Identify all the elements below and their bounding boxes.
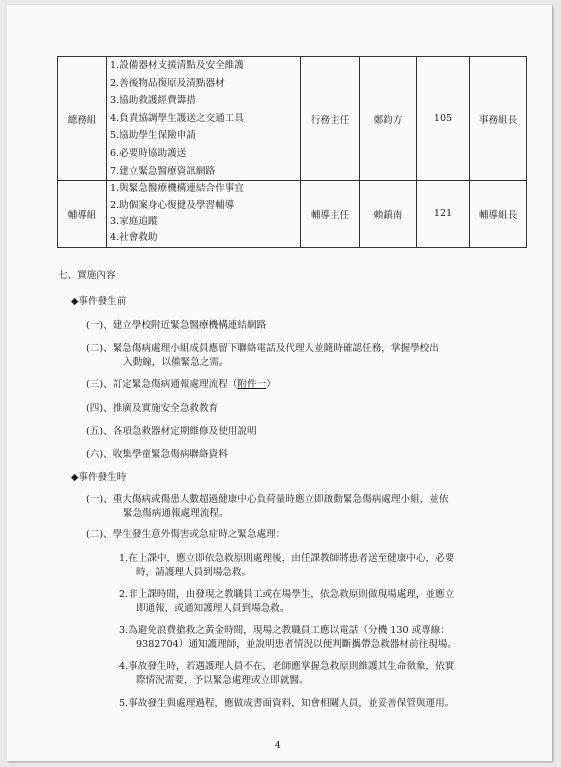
page-number: 4 xyxy=(275,741,281,751)
step-3: 3.為避免浪費搶救之黃金時間，現場之教職員工應以電話（分機 130 或專線： xyxy=(119,625,450,636)
duty-table xyxy=(57,56,527,248)
task-line: 1.與緊急醫療機構連結合作事宜 xyxy=(110,183,244,195)
step-4-cont: 際情況需要，予以緊急處理或立即就醫。 xyxy=(136,675,309,686)
role-cell: 行務主任 xyxy=(301,57,360,181)
position-cell: 輔導組長 xyxy=(470,181,527,248)
step-2-cont: 即通報，或通知護理人員到場急救。 xyxy=(136,603,290,614)
group-cell: 輔導組 xyxy=(58,181,107,248)
task-line: 5.協助學生保險申請 xyxy=(110,130,196,142)
extension-cell: 105 xyxy=(417,57,470,181)
before-item-5: (五)、各項急救器材定期維修及使用說明 xyxy=(86,426,257,437)
task-line: 2.善後物品復原及清點器材 xyxy=(110,77,225,89)
name-cell: 鄭鈞方 xyxy=(360,57,417,181)
before-item-3: (三)、訂定緊急傷病通報處理流程（附件一） xyxy=(86,379,276,390)
during-item-2: (二)、學生發生意外傷害或急症時之緊急處理： xyxy=(86,529,286,540)
step-2: 2.非上課時間，由發現之教職員工或在場學生，依急救原則做現場處理，並應立 xyxy=(119,589,455,600)
position-cell: 事務組長 xyxy=(470,57,527,181)
before-item-2-cont: 入動線，以備緊急之需。 xyxy=(123,357,229,368)
task-line: 3.協助救護經費籌措 xyxy=(110,95,196,107)
role-cell: 輔導主任 xyxy=(301,181,360,248)
before-title: ◆事件發生前 xyxy=(71,296,127,307)
table-row xyxy=(58,181,527,248)
step-1-cont: 時，請護理人員到場急救。 xyxy=(136,567,252,578)
step-1: 1.在上課中，應立即依急救原則處理後，由任課教師將患者送至健康中心，必要 xyxy=(119,553,455,564)
section-heading: 七、實施內容 xyxy=(58,270,116,281)
during-item-1-cont: 緊急傷病通報處理流程。 xyxy=(123,508,229,519)
document-page xyxy=(7,5,552,761)
step-4: 4.事故發生時，若遇護理人員不在，老師應掌握急救原則維護其生命徵象，依實 xyxy=(119,661,455,672)
task-line: 4.負責協調學生護送之交通工具 xyxy=(110,112,244,124)
task-line: 4.社會救助 xyxy=(110,232,158,244)
tasks-cell xyxy=(107,181,301,248)
extension-cell: 121 xyxy=(417,181,470,248)
attachment-link[interactable]: 附件一 xyxy=(237,379,267,390)
task-line: 2.助個案身心復健及學習輔導 xyxy=(110,199,235,211)
step-5: 5.事故發生與處理過程，應做成書面資料，知會相關人員，並妥善保管與運用。 xyxy=(119,698,455,709)
task-line: 7.建立緊急醫療資訊網路 xyxy=(110,165,216,177)
name-cell: 賴鎮南 xyxy=(360,181,417,248)
before-item-6: (六)、收集學童緊急傷病聯絡資料 xyxy=(86,449,228,460)
table-row xyxy=(58,57,527,181)
step-3-cont: 9382704）通知護理師，並說明患者情況以便判斷攜帶急救器材前往現場。 xyxy=(136,639,457,650)
task-line: 6.必要時協助護送 xyxy=(110,147,187,159)
group-cell: 總務組 xyxy=(58,57,107,181)
before-item-1: (一)、建立學校附近緊急醫療機構連結網路 xyxy=(86,320,267,331)
task-line: 3.家庭追蹤 xyxy=(110,215,158,227)
tasks-cell xyxy=(107,57,301,181)
before-item-2: (二)、緊急傷病處理小組成員應留下聯絡電話及代理人並隨時確認任務，掌握學校出 xyxy=(86,343,439,354)
during-item-1: (一)、重大傷病或傷患人數超過健康中心負荷量時應立即啟動緊急傷病處理小組，並依 xyxy=(86,494,449,505)
task-line: 1.設備器材支援清點及安全維護 xyxy=(110,60,244,71)
during-title: ◆事件發生時 xyxy=(71,472,127,483)
before-item-4: (四)、推廣及實施安全急救教育 xyxy=(86,403,219,414)
